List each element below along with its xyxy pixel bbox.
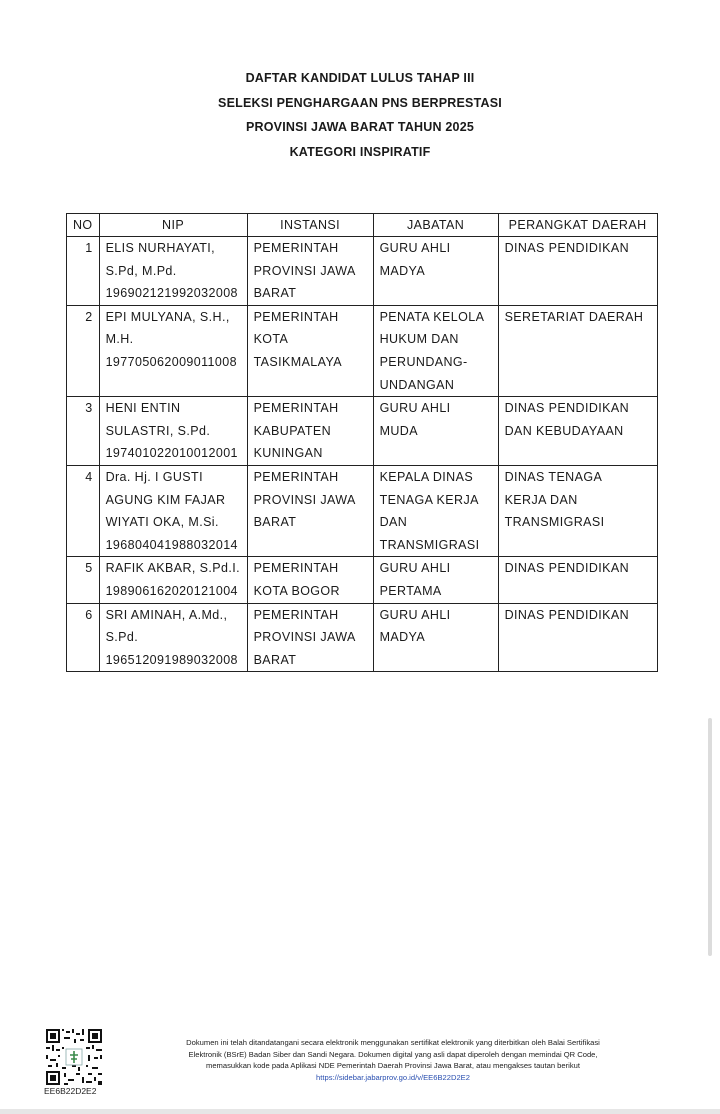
cell-nip-line: S.Pd. — [105, 630, 139, 645]
cell-nip-line: SRI AMINAH, A.Md., — [105, 607, 228, 622]
cell-nip-line: 198906162020121004 — [105, 583, 238, 598]
cell-instansi — [247, 557, 373, 603]
header-perangkat-daerah: PERANGKAT DAERAH — [498, 214, 657, 237]
cell-jabatan-line: PERUNDANG- — [379, 354, 468, 369]
scrollbar[interactable] — [708, 718, 712, 956]
cell-no: 2 — [67, 305, 100, 396]
cell-nip-line: HENI ENTIN — [105, 401, 181, 416]
header-instansi: INSTANSI — [247, 214, 373, 237]
table-row — [67, 603, 658, 672]
cell-jabatan-line: UNDANGAN — [379, 377, 455, 392]
cell-jabatan-line: TRANSMIGRASI — [379, 537, 480, 552]
signature-notice — [118, 1037, 668, 1083]
cell-no: 6 — [67, 603, 100, 672]
title-line-1: DAFTAR KANDIDAT LULUS TAHAP III — [245, 71, 475, 85]
cell-instansi-line: KUNINGAN — [253, 446, 323, 461]
cell-nip-line: M.H. — [105, 332, 134, 347]
cell-jabatan-line: MADYA — [379, 263, 426, 278]
cell-instansi-line: KOTA — [253, 332, 289, 347]
cell-jabatan — [373, 603, 498, 672]
cell-instansi-line: PEMERINTAH — [253, 241, 339, 255]
cell-nip — [99, 237, 247, 306]
cell-jabatan-line: PERTAMA — [379, 583, 442, 598]
cell-perangkat-daerah-line: DINAS TENAGA — [504, 469, 603, 484]
header-no: NO — [67, 214, 100, 237]
verification-link[interactable]: https://sidebar.jabarprov.go.id/v/EE6B22D2E2 — [316, 1072, 470, 1082]
cell-jabatan-line: DAN — [379, 515, 408, 530]
cell-jabatan — [373, 305, 498, 396]
cell-perangkat-daerah-line: SERETARIAT DAERAH — [504, 309, 644, 324]
notice-line-2: Elektronik (BSrE) Badan Siber dan Sandi Negara. Dokumen digital yang asli dapat diperoleh dengan memindai QR Code, — [188, 1049, 598, 1059]
cell-instansi-line: PROVINSI JAWA — [253, 630, 356, 645]
cell-perangkat-daerah — [498, 305, 657, 396]
cell-instansi — [247, 603, 373, 672]
notice-line-3: memasukkan kode pada Aplikasi NDE Pemerintah Daerah Provinsi Jawa Barat, atau mengakses tautan berikut — [206, 1061, 580, 1070]
table-row — [67, 305, 658, 396]
cell-nip-line: RAFIK AKBAR, S.Pd.I. — [105, 561, 240, 576]
cell-nip-line: 197705062009011008 — [105, 354, 237, 369]
cell-instansi-line: PROVINSI JAWA — [253, 492, 356, 507]
cell-nip — [99, 465, 247, 556]
cell-nip — [99, 397, 247, 466]
cell-nip-line: S.Pd, M.Pd. — [105, 263, 177, 278]
cell-nip-line: Dra. Hj. I GUSTI — [105, 469, 203, 484]
cell-instansi-line: PEMERINTAH — [253, 401, 339, 416]
cell-instansi-line: BARAT — [253, 652, 297, 667]
cell-jabatan-line: GURU AHLI — [379, 241, 451, 255]
header-nip: NIP — [99, 214, 247, 237]
cell-perangkat-daerah-line: TRANSMIGRASI — [504, 515, 605, 530]
cell-instansi-line: TASIKMALAYA — [253, 354, 343, 369]
cell-jabatan-line: MADYA — [379, 630, 426, 645]
cell-perangkat-daerah-line: DINAS PENDIDIKAN — [504, 607, 630, 622]
cell-no: 3 — [67, 397, 100, 466]
cell-perangkat-daerah-line: DAN KEBUDAYAAN — [504, 423, 624, 438]
cell-nip-line: ELIS NURHAYATI, — [105, 241, 216, 255]
cell-instansi-line: BARAT — [253, 515, 297, 530]
cell-instansi-line: PEMERINTAH — [253, 469, 339, 484]
cell-instansi-line: PEMERINTAH — [253, 309, 339, 324]
cell-instansi-line: PROVINSI JAWA — [253, 263, 356, 278]
cell-jabatan — [373, 237, 498, 306]
cell-perangkat-daerah — [498, 557, 657, 603]
document-title — [0, 66, 720, 164]
cell-nip-line: EPI MULYANA, S.H., — [105, 309, 230, 324]
cell-instansi — [247, 465, 373, 556]
cell-perangkat-daerah — [498, 237, 657, 306]
cell-jabatan-line: GURU AHLI — [379, 561, 451, 576]
title-line-2: SELEKSI PENGHARGAAN PNS BERPRESTASI — [218, 95, 502, 110]
header-jabatan: JABATAN — [373, 214, 498, 237]
cell-nip — [99, 305, 247, 396]
cell-jabatan-line: GURU AHLI — [379, 607, 451, 622]
table-row — [67, 557, 658, 603]
cell-instansi-line: KABUPATEN — [253, 423, 332, 438]
table-row — [67, 397, 658, 466]
title-line-4: KATEGORI INSPIRATIF — [289, 144, 431, 159]
cell-perangkat-daerah — [498, 603, 657, 672]
cell-jabatan — [373, 397, 498, 466]
cell-no: 4 — [67, 465, 100, 556]
cell-jabatan-line: PENATA KELOLA — [379, 309, 485, 324]
table-header-row — [67, 214, 658, 237]
bottom-divider — [0, 1109, 720, 1114]
cell-instansi-line: PEMERINTAH — [253, 561, 339, 576]
title-line-3: PROVINSI JAWA BARAT TAHUN 2025 — [245, 120, 475, 134]
cell-nip-line: 196804041988032014 — [105, 537, 238, 552]
table-row — [67, 237, 658, 306]
cell-instansi-line: PEMERINTAH — [253, 607, 339, 622]
table-row — [67, 465, 658, 556]
cell-nip-line: AGUNG KIM FAJAR — [105, 492, 226, 507]
cell-nip-line: 197401022010012001 — [105, 446, 238, 461]
cell-instansi — [247, 237, 373, 306]
cell-perangkat-daerah-line: DINAS PENDIDIKAN — [504, 401, 630, 416]
cell-jabatan-line: GURU AHLI — [379, 401, 451, 416]
cell-instansi — [247, 397, 373, 466]
cell-instansi — [247, 305, 373, 396]
cell-nip-line: WIYATI OKA, M.Si. — [105, 515, 219, 530]
cell-nip-line: 196902121992032008 — [105, 286, 238, 301]
cell-perangkat-daerah-line: DINAS PENDIDIKAN — [504, 241, 630, 255]
cell-perangkat-daerah-line: DINAS PENDIDIKAN — [504, 561, 630, 576]
cell-jabatan — [373, 557, 498, 603]
cell-perangkat-daerah — [498, 397, 657, 466]
qr-code-icon — [46, 1029, 102, 1085]
cell-no: 5 — [67, 557, 100, 603]
cell-instansi-line: BARAT — [253, 286, 297, 301]
notice-line-1: Dokumen ini telah ditandatangani secara elektronik menggunakan sertifikat elektronik yang diterbitkan oleh Balai Sertifikasi — [186, 1038, 600, 1047]
cell-jabatan-line: HUKUM DAN — [379, 332, 459, 347]
candidate-table — [66, 213, 658, 672]
cell-perangkat-daerah-line: KERJA DAN — [504, 492, 578, 507]
cell-nip — [99, 603, 247, 672]
cell-no: 1 — [67, 237, 100, 306]
qr-code-label: EE6B22D2E2 — [44, 1086, 97, 1096]
cell-nip-line: SULASTRI, S.Pd. — [105, 423, 211, 438]
cell-nip — [99, 557, 247, 603]
cell-jabatan-line: MUDA — [379, 423, 418, 438]
cell-jabatan-line: TENAGA KERJA — [379, 492, 479, 507]
cell-jabatan — [373, 465, 498, 556]
cell-perangkat-daerah — [498, 465, 657, 556]
cell-nip-line: 196512091989032008 — [105, 652, 238, 667]
cell-jabatan-line: KEPALA DINAS — [379, 469, 474, 484]
cell-instansi-line: KOTA BOGOR — [253, 583, 340, 598]
